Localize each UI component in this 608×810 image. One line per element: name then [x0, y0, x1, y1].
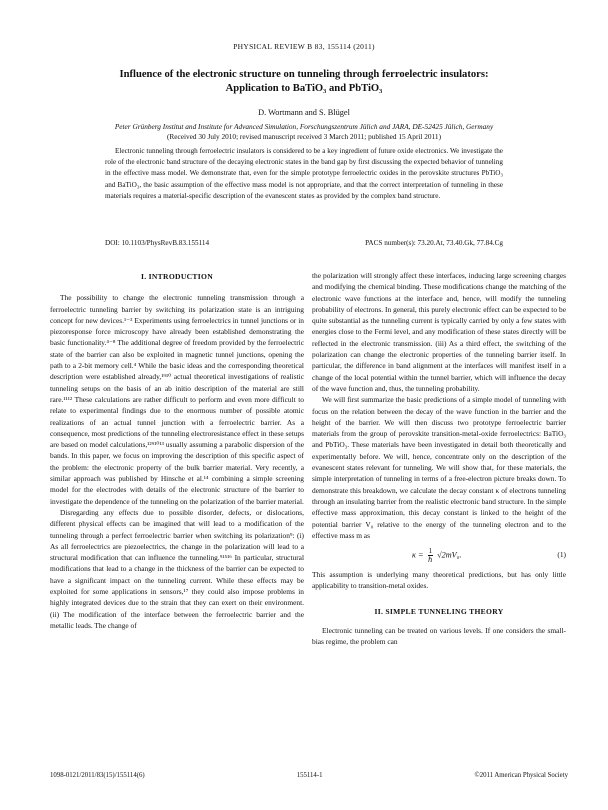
title-line-1: Influence of the electronic structure on tunneling through ferroelectric insulators: [119, 69, 489, 80]
footer-page-number: 155114-1 [296, 772, 323, 779]
equation-lhs: κ = [412, 550, 424, 559]
equation-fraction [428, 547, 434, 564]
fraction-numerator: 1 [428, 546, 433, 555]
intro-paragraph-2: Disregarding any effects due to possible disorder, defects, or dislocations, different physical effects can be imagined that will lead to a modification of the tunneling through a perfect ferroelectric barrier when switching its polarization⁹: (i) As all ferroelectrics are piezoelectrics, the change in the polarization will lead to a structural modification that can influence the tunneling.⁹¹⁵¹⁶ In particular, structural modifications that lead to a change in the thickness of the barrier can be expected to have a significant impact on the tunneling current. While these effects may be exploited for some applications in sensors,¹⁷ they could also impose problems in highly integrated devices due to the strain that they can exert on their environment. (ii) The modification of the interface between the ferroelectric barrier and the metallic leads. The change of [50, 507, 304, 630]
left-column [50, 271, 304, 631]
equation-rhs: √2mV₀. [437, 550, 462, 559]
intro-paragraph-5: This assumption is underlying many theoretical predictions, but has only little applicability to transition-metal oxides. [312, 570, 566, 591]
doi-link[interactable]: DOI: 10.1103/PhysRevB.83.155114 [105, 239, 210, 247]
abstract: Electronic tunneling through ferroelectric insulators is considered to be a key ingredient of future oxide electronics. We investigate the role of the electronic band structure of the decaying electronic states in the band gap by first discussing the expected behavior of tunneling in the effective mass model. We demonstrate that, even for the simple prototype ferroelectric oxides in the perovskite structures PbTiO₃ and BaTiO₃, the basic assumption of the effective mass model is not appropriate, and that the correct interpretation of tunneling in these materials requires a material-specific description of the evanescent states as provided by the complex band structure. [105, 147, 503, 200]
pacs-numbers: PACS number(s): 73.20.At, 73.40.Gk, 77.84.Cg [365, 239, 503, 247]
section-heading-introduction: I. INTRODUCTION [140, 272, 213, 281]
received-dates: (Received 30 July 2010; revised manuscript received 3 March 2011; published 15 April 2011) [166, 132, 442, 141]
intro-paragraph-1: The possibility to change the electronic tunneling transmission through a ferroelectric tunneling barrier by switching its polarization state is an intriguing concept for new devices.¹⁻³ Experiments using ferroelectrics in tunnel junctions or in piezoresponse force microscopy have already been established demonstrating the basic functionality.⁴⁻⁸ The additional degree of freedom provided by the ferroelectric state of the barrier can also be exploited in magnetic tunnel junctions, opening the path to a 2-bit memory cell.⁴ While the basic ideas and the corresponding theoretical description were established already,¹⁹¹⁰ actual theoretical investigations of realistic tunneling setups on the basis of an ab initio description of the material are still rare.¹¹¹² These calculations are rather difficult to perform and even more difficult to relate to experimental findings due to the enormous number of possible atomic realizations of an actual tunnel junction with a ferroelectric barrier. As a consequence, most predictions of the tunneling electroresistance effect in these setups are based on model calculations,¹²⁹¹⁰¹³ usually assuming a parabolic dispersion of the bands. In this paper, we focus on improving the description of this specific aspect of the problem: the electronic property of the bulk barrier material. Very recently, a similar approach was published by Hinsche et al.¹⁴ combining a simple screening model for the electrodes with details of the electronic structure of the barrier to investigate the dependence of the tunneling on the polarization of the barrier material. [50, 293, 304, 506]
paper-title [60, 68, 548, 95]
equation-number: (1) [557, 550, 566, 560]
equation-1 [312, 541, 566, 569]
journal-header: PHYSICAL REVIEW B 83, 155114 (2011) [233, 42, 375, 51]
title-line-2: Application to BaTiO₃ and PbTiO₃ [225, 82, 383, 94]
section-heading-simple-tunneling: II. SIMPLE TUNNELING THEORY [374, 606, 504, 616]
doi-pacs-line [105, 239, 503, 247]
right-column [312, 270, 566, 648]
authors: D. Wortmann and S. Blügel [258, 108, 350, 117]
intro-paragraph-3: the polarization will strongly affect these interfaces, inducing large screening charges and modifying the chemical binding. These modifications change the matching of the electronic wave functions at the interface and, hence, will modify the tunneling probability of electrons. In general, this purely electronic effect can be expected to be quite substantial as the tunneling current is typically carried by only a few states with energies close to the Fermi level, and any modification of these states directly will be reflected in the electronic transmission. (iii) As a third effect, the switching of the polarization can change the electronic properties of the tunneling barrier itself. In particular, the difference in band alignment at the interfaces will manifest itself in a change of the local potential within the tunnel barrier, which will influence the decay of the wave function and, thus, the tunneling probability. [312, 271, 566, 393]
footer-issn: 1098-0121/2011/83(15)/155114(6) [50, 772, 145, 779]
page-footer [50, 772, 568, 779]
affiliation: Peter Grünberg Institut and Institute for Advanced Simulation, Forschungszentrum Jülich and JARA, DE-52425 Jülich, Germany [114, 122, 494, 131]
equation-body [412, 547, 462, 564]
section2-paragraph-1: Electronic tunneling can be treated on various levels. If one considers the small-bias regime, the problem can [312, 626, 566, 647]
fraction-denominator: ℏ [428, 555, 433, 564]
intro-paragraph-4: We will first summarize the basic predictions of a simple model of tunneling with focus on the relation between the decay of the wave function in the barrier and the height of the barrier. We will then discuss two prototype ferroelectric barrier materials from the group of perovskite transition-metal-oxide ferroelectrics: BaTiO₃ and PbTiO₃. These materials have been investigated in detail both theoretically and experimentally before. We will, hence, concentrate only on the description of the evanescent states relevant for tunneling. We will show that, for these materials, the simple interpretation of tunneling in terms of a free-electron picture breaks down. To demonstrate this breakdown, we calculate the decay constant κ of electrons tunneling through an insulating barrier from the realistic electronic band structure. In the simple effective mass approximation, this decay constant is linked to the height of the potential barrier V₀ relative to the energy of the tunneling electron and to the effective mass m as [312, 395, 566, 540]
footer-copyright: ©2011 American Physical Society [474, 772, 568, 779]
